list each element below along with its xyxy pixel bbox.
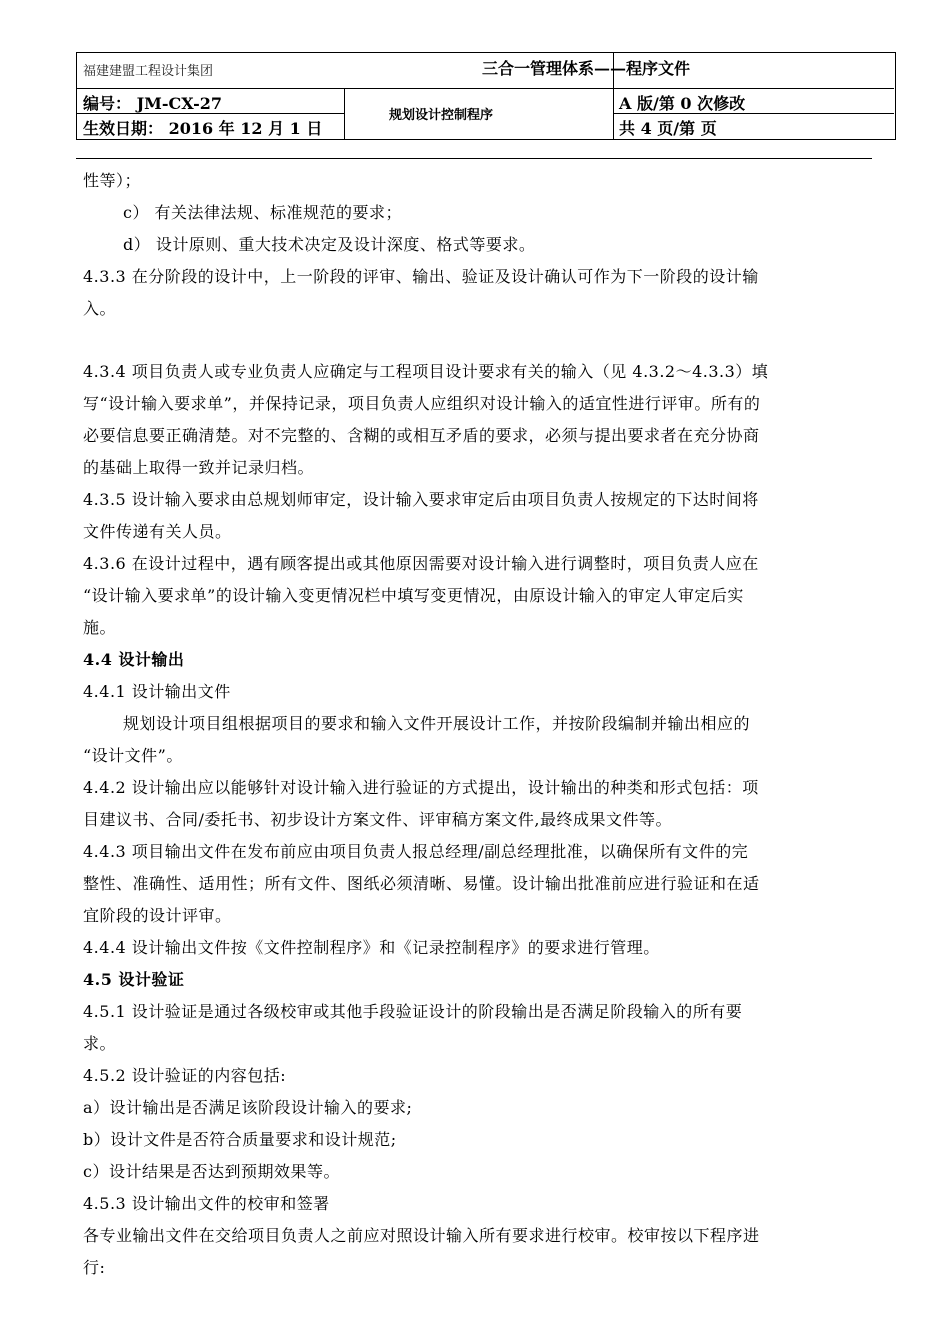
document-header-table	[76, 52, 896, 140]
body-line: 4.4.3 项目输出文件在发布前应由项目负责人报总经理/副总经理批准，以确保所有文件的完	[83, 842, 749, 861]
body-line: 必要信息要正确清楚。对不完整的、含糊的或相互矛盾的要求，必须与提出要求者在充分协商	[83, 426, 760, 445]
body-line: 宜阶段的设计评审。	[83, 906, 232, 925]
body-line: 入。	[83, 299, 117, 318]
body-line: 各专业输出文件在交给项目负责人之前应对照设计输入所有要求进行校审。校审按以下程序进	[83, 1226, 760, 1245]
body-line: b）设计文件是否符合质量要求和设计规范;	[83, 1130, 397, 1149]
organization-name: 福建建盟工程设计集团	[83, 64, 214, 79]
body-line: 4.3.4 项目负责人或专业负责人应确定与工程项目设计要求有关的输入（见 4.3.2～4.3.3）填	[83, 362, 769, 381]
body-line: 4.4.1 设计输出文件	[83, 682, 231, 701]
body-line: 4.5.1 设计验证是通过各级校审或其他手段验证设计的阶段输出是否满足阶段输入的所有要	[83, 1002, 743, 1021]
section-heading: 4.4 设计输出	[83, 650, 185, 669]
management-system-title: 三合一管理体系——程序文件	[482, 59, 691, 78]
body-line: 4.3.5 设计输入要求由总规划师审定，设计输入要求审定后由项目负责人按规定的下达时间将	[83, 490, 759, 509]
body-line: 施。	[83, 618, 117, 637]
body-line: c） 有关法律法规、标准规范的要求；	[123, 203, 403, 222]
document-code: 编号： JM-CX-27	[83, 94, 222, 113]
body-line: d） 设计原则、重大技术决定及设计深度、格式等要求。	[123, 235, 536, 254]
header-divider	[344, 88, 345, 139]
body-line: 文件传递有关人员。	[83, 522, 232, 541]
page-info: 共 4 页/第 页	[619, 119, 717, 138]
body-line: 4.3.6 在设计过程中，遇有顾客提出或其他原因需要对设计输入进行调整时，项目负责人应在	[83, 554, 759, 573]
body-line: 4.4.4 设计输出文件按《文件控制程序》和《记录控制程序》的要求进行管理。	[83, 938, 660, 957]
body-line: 写“设计输入要求单”，并保持记录，项目负责人应组织对设计输入的适宜性进行评审。所有的	[83, 394, 761, 413]
document-title: 规划设计控制程序	[389, 108, 494, 123]
body-line: 4.5.3 设计输出文件的校审和签署	[83, 1194, 330, 1213]
body-line: 4.4.2 设计输出应以能够针对设计输入进行验证的方式提出，设计输出的种类和形式包括：项	[83, 778, 759, 797]
body-line: “设计文件”。	[83, 746, 183, 765]
body-line: 规划设计项目组根据项目的要求和输入文件开展设计工作，并按阶段编制并输出相应的	[123, 714, 751, 733]
effective-date: 生效日期： 2016 年 12 月 1 日	[83, 119, 323, 138]
body-line: 行:	[83, 1258, 106, 1277]
body-line: 4.5.2 设计验证的内容包括:	[83, 1066, 287, 1085]
body-line: 求。	[83, 1034, 117, 1053]
body-line: 4.3.3 在分阶段的设计中，上一阶段的评审、输出、验证及设计确认可作为下一阶段的设计输	[83, 267, 759, 286]
body-line: “设计输入要求单”的设计输入变更情况栏中填写变更情况，由原设计输入的审定人审定后实	[83, 586, 744, 605]
body-line: a）设计输出是否满足该阶段设计输入的要求;	[83, 1098, 413, 1117]
body-line: 性等）；	[83, 171, 142, 190]
body-line: 的基础上取得一致并记录归档。	[83, 458, 315, 477]
body-line: 整性、准确性、适用性；所有文件、图纸必须清晰、易懂。设计输出批准前应进行验证和在适	[83, 874, 760, 893]
header-rule	[76, 158, 872, 159]
header-divider	[77, 88, 894, 89]
body-line: c）设计结果是否达到预期效果等。	[83, 1162, 340, 1181]
section-heading: 4.5 设计验证	[83, 970, 185, 989]
version-info: A 版/第 0 次修改	[619, 94, 746, 113]
body-line: 目建议书、合同/委托书、初步设计方案文件、评审稿方案文件,最终成果文件等。	[83, 810, 672, 829]
